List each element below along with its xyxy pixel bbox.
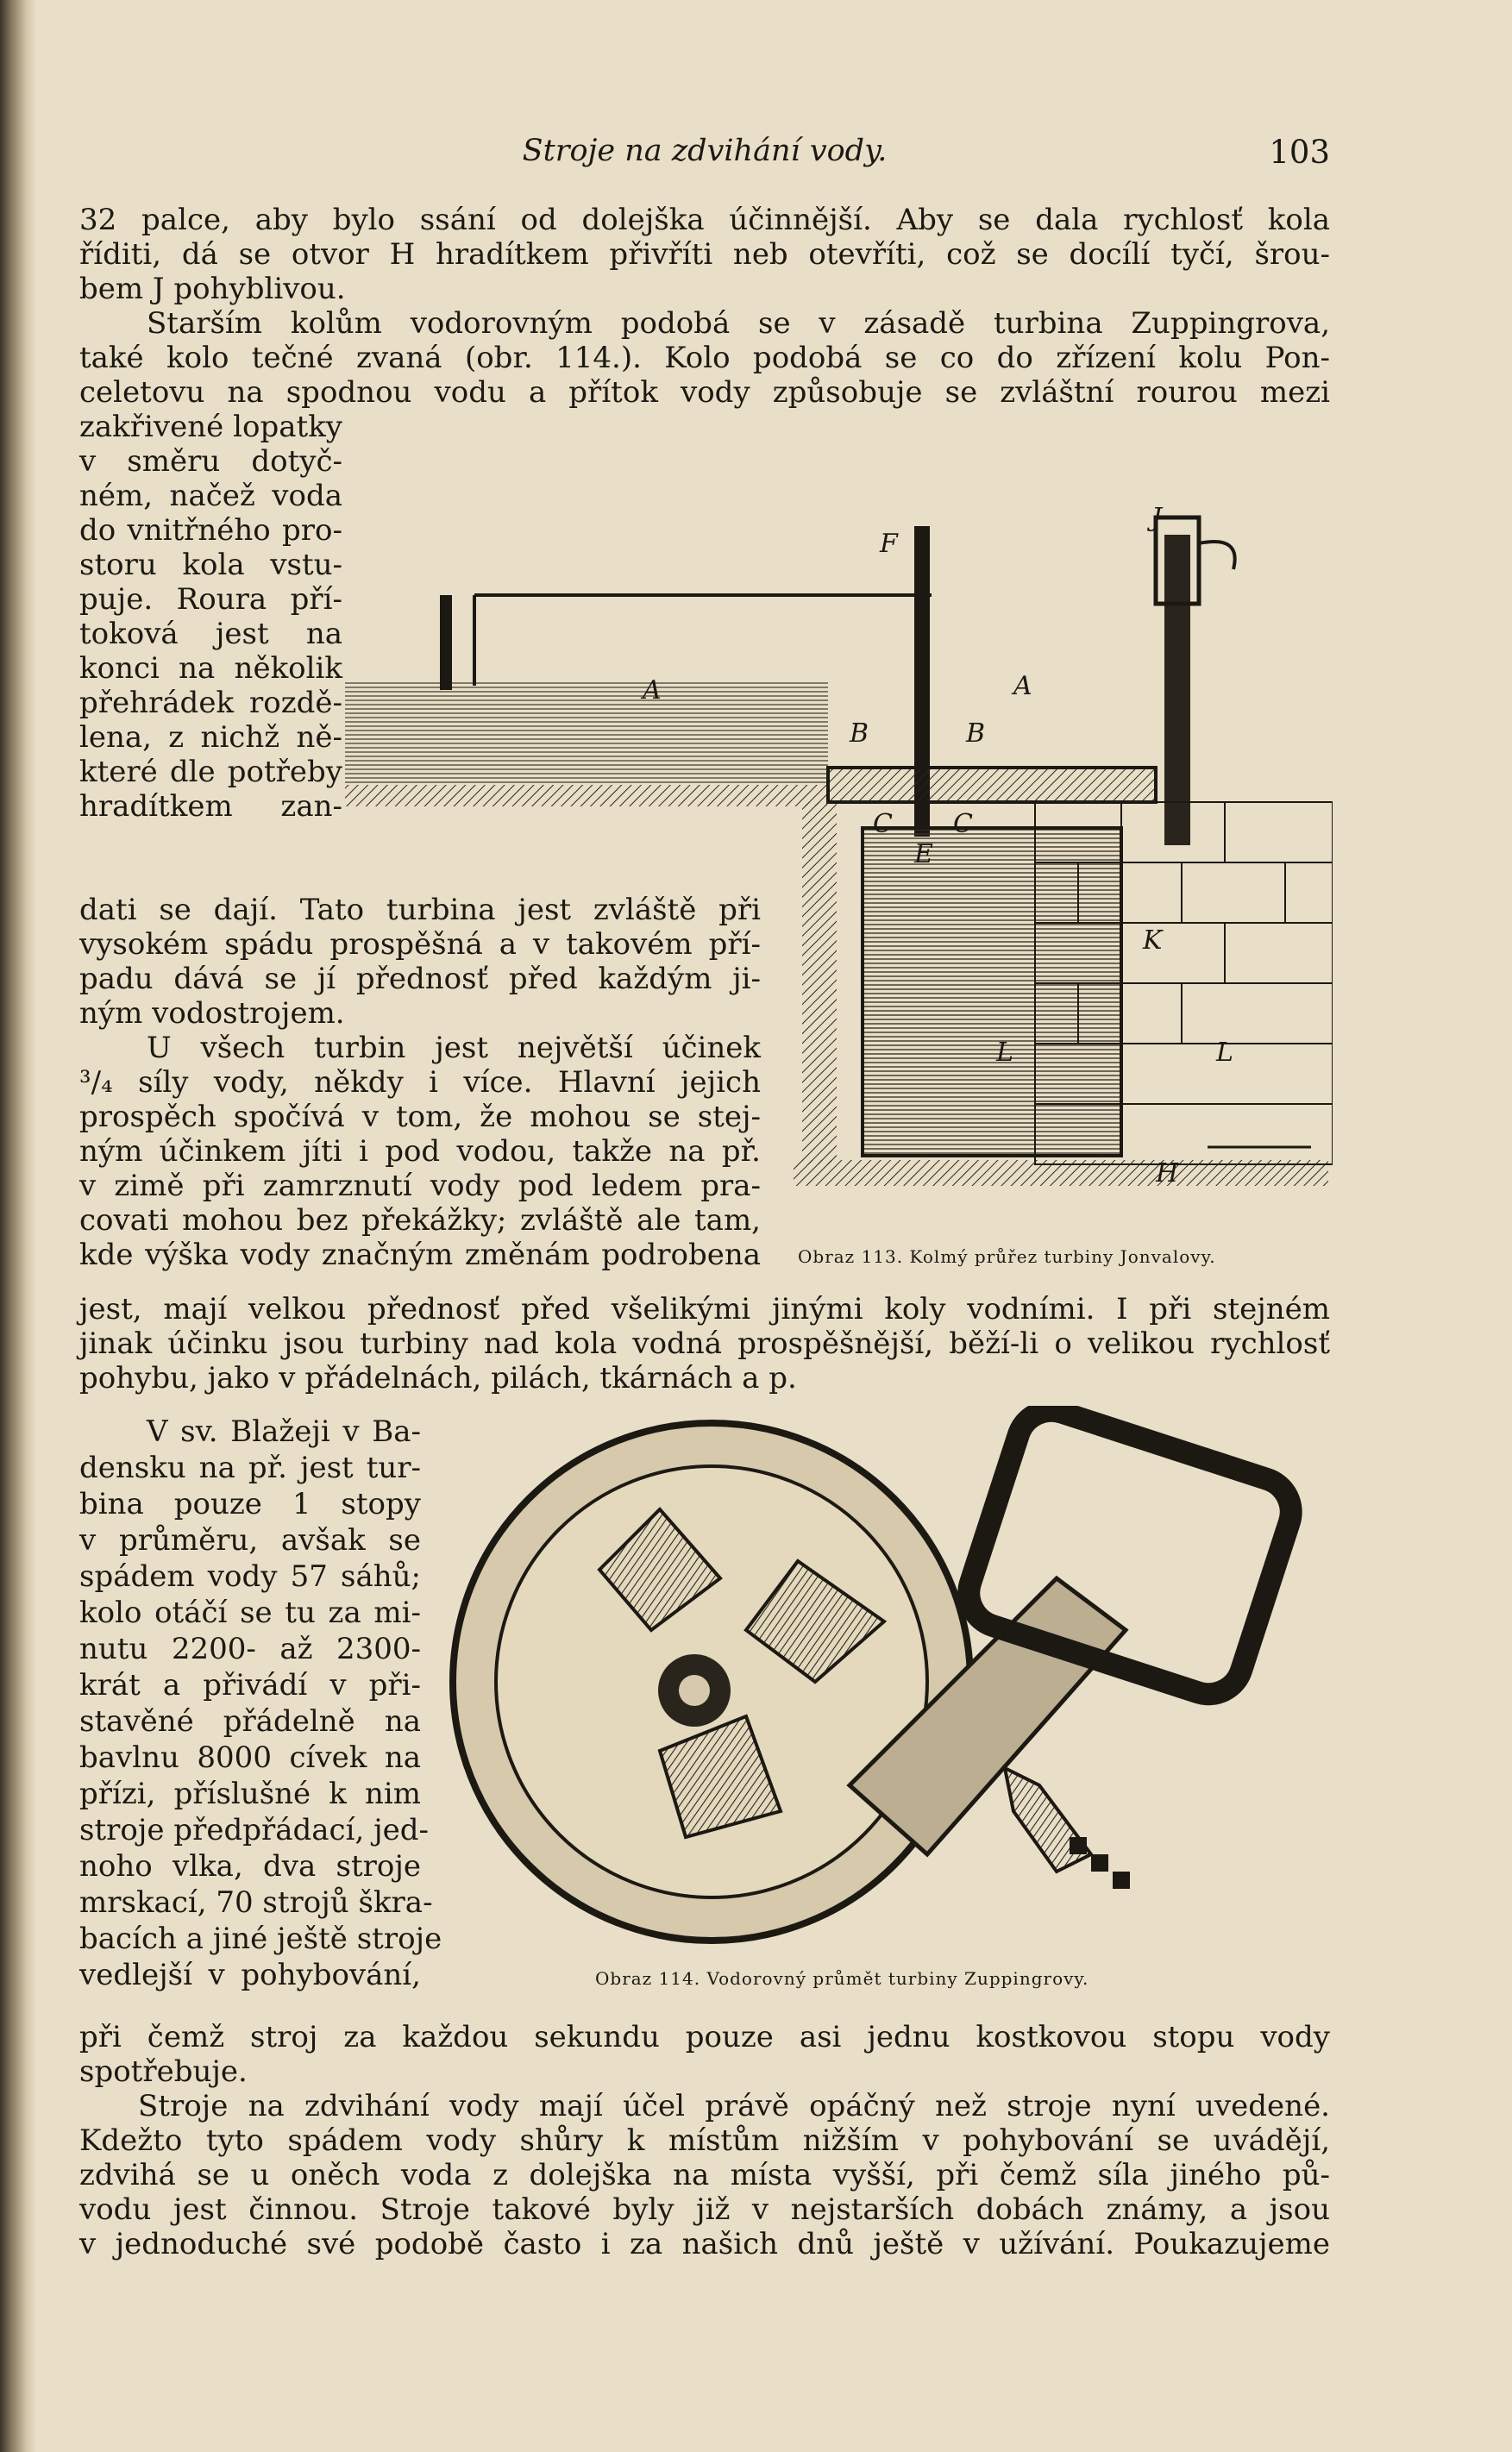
text-line: 32 palce, aby bylo ssání od dolejška účinnější. Aby se dala rychlosť kola: [79, 203, 1330, 237]
text-line: také kolo tečné zvaná (obr. 114.). Kolo podobá se co do zřízení kolu Pon-: [79, 341, 1330, 375]
text-line: U všech turbin jest největší účinek: [147, 1031, 761, 1065]
text-line: zakřivené lopatky: [79, 410, 342, 444]
text-line: toková jest na: [79, 617, 342, 651]
label-b: B: [850, 718, 869, 749]
text-line: bacích a jiné ještě stroje: [79, 1922, 442, 1956]
text-line: bem J pohyblivou.: [79, 272, 346, 306]
screw-rod: [1164, 535, 1190, 845]
text-line: densku na př. jest tur-: [79, 1451, 421, 1485]
text-line: V sv. Blažeji v Ba-: [147, 1414, 421, 1449]
text-line: covati mohou bez překážky; zvláště ale tam,: [79, 1203, 761, 1238]
book-spine-shadow: [0, 0, 36, 2452]
figure-114-illustration: [436, 1406, 1315, 1958]
valve-stem: [1070, 1837, 1130, 1889]
figure-113-illustration: [345, 466, 1333, 1242]
text-line: spádem vody 57 sáhů;: [79, 1559, 421, 1594]
text-line: lena, z nichž ně-: [79, 720, 342, 755]
label-c: C: [873, 809, 893, 839]
label-c: C: [953, 809, 973, 839]
text-line: vedlejší v pohybování,: [79, 1958, 421, 1992]
label-a: A: [643, 675, 662, 705]
text-line: říditi, dá se otvor H hradítkem přivříti neb otevříti, což se docílí tyčí, šrou-: [79, 237, 1330, 272]
trough-floor: [345, 785, 828, 806]
text-line: ném, načež voda: [79, 479, 342, 513]
text-line: jest, mají velkou přednosť před všelikými jinými koly vodními. I při stejném: [79, 1292, 1330, 1326]
text-line: prospěch spočívá v tom, že mohou se stej-: [79, 1100, 761, 1134]
label-l: L: [1216, 1038, 1233, 1068]
text-line: nutu 2200- až 2300-: [79, 1632, 421, 1666]
text-line: hradítkem zan-: [79, 789, 342, 824]
text-line: krát a přivádí v při-: [79, 1668, 421, 1703]
text-line: ³/₄ síly vody, někdy i více. Hlavní jejich: [79, 1065, 761, 1100]
headwater: [345, 681, 828, 785]
label-h: H: [1156, 1158, 1179, 1188]
text-line: v zimě při zamrznutí vody pod ledem pra-: [79, 1169, 761, 1203]
label-l: L: [996, 1038, 1013, 1068]
label-j: J: [1151, 503, 1163, 533]
text-line: jinak účinku jsou turbiny nad kola vodná prospěšnější, běží-li o velikou rychlosť: [79, 1326, 1330, 1361]
text-line: bina pouze 1 stopy: [79, 1487, 421, 1521]
text-line: v směru dotyč-: [79, 444, 342, 479]
text-line: Kdežto tyto spádem vody shůry k místům nižším v pohybování se uvádějí,: [79, 2123, 1330, 2158]
crank-handle: [1199, 542, 1235, 569]
text-line: padu dává se jí přednosť před každým ji-: [79, 962, 761, 996]
text-line: při čemž stroj za každou sekundu pouze asi jednu kostkovou stopu vody: [79, 2020, 1330, 2054]
text-line: kolo otáčí se tu za mi-: [79, 1596, 421, 1630]
text-line: zdvihá se u oněch voda z dolejška na místa vyšší, při čemž síla jiného pů-: [79, 2158, 1330, 2192]
text-line: celetovu na spodnou vodu a přítok vody způsobuje se zvláštní rourou mezi: [79, 375, 1330, 410]
text-line: ným účinkem jíti i pod vodou, takže na př.: [79, 1134, 761, 1169]
text-line: v jednoduché své podobě často i za našich dnů ještě v užívání. Poukazujeme: [79, 2227, 1330, 2261]
text-line: mrskací, 70 strojů škra-: [79, 1885, 433, 1920]
text-line: pohybu, jako v přádelnách, pilách, tkárnách a p.: [79, 1361, 797, 1395]
text-line: Starším kolům vodorovným podobá se v zásadě turbina Zuppingrova,: [147, 306, 1330, 341]
text-line: dati se dají. Tato turbina jest zvláště při: [79, 893, 761, 927]
text-line: puje. Roura pří-: [79, 582, 342, 617]
figure-113-caption: Obraz 113. Kolmý průřez turbiny Jonvalovy.: [798, 1246, 1216, 1267]
figure-114-caption: Obraz 114. Vodorovný průmět turbiny Zuppingrovy.: [595, 1968, 1089, 1989]
text-line: konci na několik: [79, 651, 342, 686]
label-b: B: [966, 718, 986, 749]
left-wall: [802, 802, 837, 1164]
axle-hole: [679, 1675, 710, 1706]
label-k: K: [1143, 925, 1163, 956]
text-line: bavlnu 8000 cívek na: [79, 1740, 421, 1775]
text-line: přízi, příslušné k nim: [79, 1777, 421, 1811]
turbine-wheel: [828, 768, 1156, 802]
frame-rod: [474, 595, 932, 686]
text-line: vysokém spádu prospěšná a v takovém pří-: [79, 927, 761, 962]
running-title: Stroje na zdvihání vody.: [522, 134, 888, 168]
text-line: stavěné přádelně na: [79, 1704, 421, 1739]
text-line: v průměru, avšak se: [79, 1523, 421, 1558]
text-line: stroje předpřádací, jed-: [79, 1813, 429, 1847]
label-a: A: [1013, 671, 1032, 701]
label-e: E: [914, 839, 933, 869]
valve-nozzle: [1005, 1768, 1091, 1872]
text-line: do vnitřného pro-: [79, 513, 342, 548]
text-line: kde výška vody značným změnám podrobena: [79, 1238, 761, 1272]
text-line: spotřebuje.: [79, 2054, 248, 2089]
text-line: které dle potřeby: [79, 755, 342, 789]
page-header: [79, 134, 1330, 177]
post: [440, 595, 452, 690]
text-line: storu kola vstu-: [79, 548, 342, 582]
text-line: ným vodostrojem.: [79, 996, 345, 1031]
text-line: přehrádek rozdě-: [79, 686, 342, 720]
text-line: Stroje na zdvihání vody mají účel právě opáčný než stroje nyní uvedené.: [138, 2089, 1330, 2123]
label-f: F: [880, 529, 898, 559]
draft-tube: [863, 828, 1121, 1156]
tailwater-floor: [794, 1160, 1328, 1186]
text-line: noho vlka, dva stroje: [79, 1849, 421, 1884]
text-line: vodu jest činnou. Stroje takové byly již v nejstarších dobách známy, a jsou: [79, 2192, 1330, 2227]
page-number: 103: [1269, 134, 1330, 171]
